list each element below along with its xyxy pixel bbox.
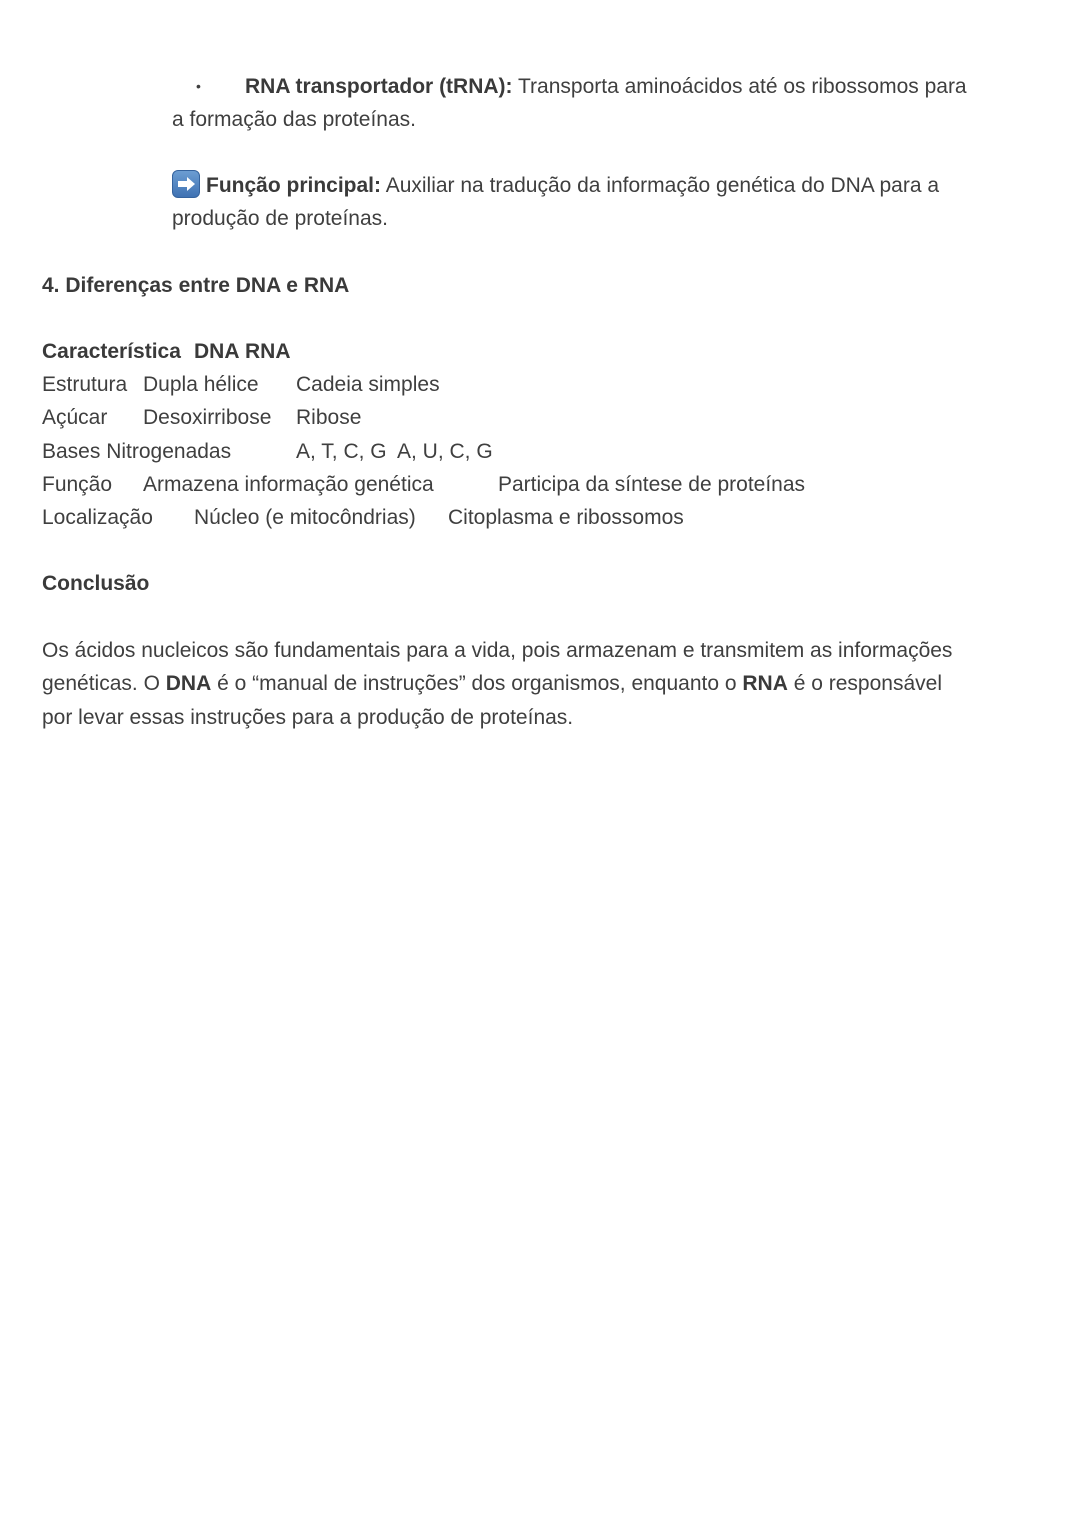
conclusion-line-1: Os ácidos nucleicos são fundamentais para a vida, pois armazenam e transmitem as informações: [42, 639, 953, 662]
main-function-text-1: Auxiliar na tradução da informação genética do DNA para a: [381, 174, 940, 197]
conclusion-text: é o responsável: [787, 672, 942, 695]
row-label: Bases Nitrogenadas: [42, 440, 232, 463]
header-rna: RNA: [245, 340, 291, 363]
header-caracteristica: Característica: [42, 340, 181, 363]
row-dna: Armazena informação genética: [143, 473, 434, 496]
trna-line-1: [245, 70, 967, 103]
main-function-line-2: produção de proteínas.: [172, 207, 388, 230]
section-heading: 4. Diferenças entre DNA e RNA: [42, 274, 350, 297]
rna-emphasis: RNA: [742, 672, 788, 695]
right-arrow-icon: [172, 170, 200, 198]
row-label: Estrutura: [42, 373, 128, 396]
row-dna: Desoxirribose: [143, 406, 272, 429]
conclusion-line-2: [42, 667, 942, 700]
row-rna: Ribose: [296, 406, 362, 429]
trna-line-2: a formação das proteínas.: [172, 108, 416, 131]
row-label: Função: [42, 473, 113, 496]
bullet-icon: •: [196, 78, 201, 94]
row-rna: Participa da síntese de proteínas: [498, 473, 806, 496]
dna-emphasis: DNA: [165, 672, 212, 695]
row-dna: Núcleo (e mitocôndrias): [194, 506, 416, 529]
conclusion-text: genéticas. O: [42, 672, 166, 695]
row-dna: A, T, C, G: [296, 440, 387, 463]
trna-text-1: Transporta aminoácidos até os ribossomos para: [512, 75, 967, 98]
main-function-label: Função principal:: [206, 174, 382, 197]
header-dna: DNA: [194, 340, 240, 363]
row-label: Açúcar: [42, 406, 108, 429]
conclusion-line-3: por levar essas instruções para a produção de proteínas.: [42, 706, 574, 729]
row-rna: Citoplasma e ribossomos: [448, 506, 684, 529]
row-label: Localização: [42, 506, 153, 529]
main-function-line-1: [172, 169, 939, 202]
row-dna: Dupla hélice: [143, 373, 259, 396]
conclusion-heading: Conclusão: [42, 572, 150, 595]
conclusion-text: é o “manual de instruções” dos organismos, enquanto o: [211, 672, 743, 695]
row-rna: Cadeia simples: [296, 373, 440, 396]
trna-label: RNA transportador (tRNA):: [245, 75, 513, 98]
row-rna: A, U, C, G: [397, 440, 493, 463]
